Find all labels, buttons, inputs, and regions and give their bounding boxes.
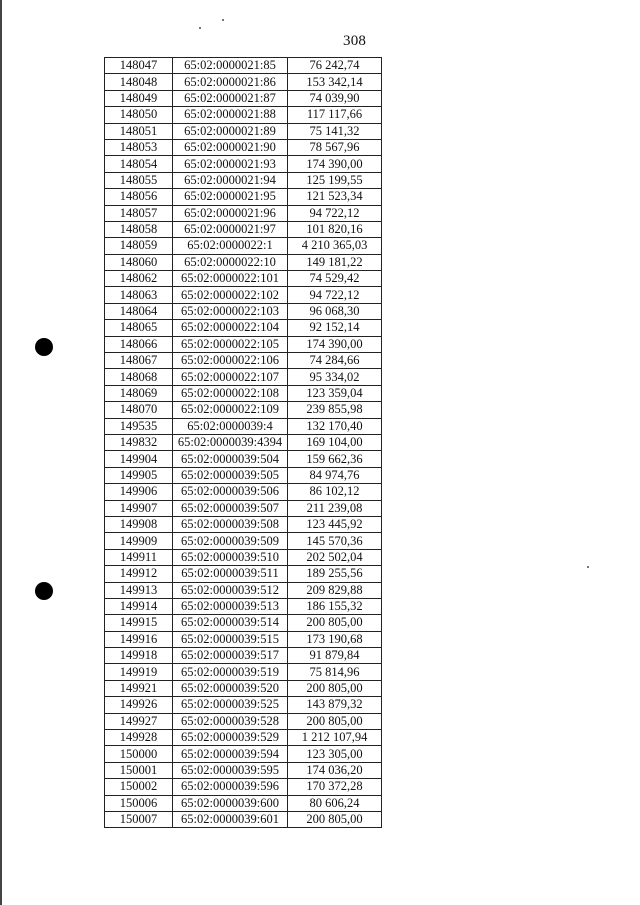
amount-cell: 145 570,36 [288, 533, 382, 549]
table-row [105, 189, 382, 205]
cadastral-number-cell: 65:02:0000039:525 [173, 697, 288, 713]
amount-cell: 94 722,12 [288, 205, 382, 221]
row-id-cell: 149904 [105, 451, 173, 467]
amount-cell: 1 212 107,94 [288, 730, 382, 746]
row-id-cell: 149909 [105, 533, 173, 549]
cadastral-number-cell: 65:02:0000039:509 [173, 533, 288, 549]
amount-cell: 101 820,16 [288, 221, 382, 237]
amount-cell: 95 334,02 [288, 369, 382, 385]
cadastral-number-cell: 65:02:0000039:512 [173, 582, 288, 598]
row-id-cell: 148057 [105, 205, 173, 221]
cadastral-number-cell: 65:02:0000022:108 [173, 385, 288, 401]
table-row [105, 287, 382, 303]
amount-cell: 75 141,32 [288, 123, 382, 139]
table-row [105, 123, 382, 139]
cadastral-number-cell: 65:02:0000022:101 [173, 271, 288, 287]
table-row [105, 549, 382, 565]
amount-cell: 169 104,00 [288, 434, 382, 450]
amount-cell: 200 805,00 [288, 811, 382, 827]
cadastral-number-cell: 65:02:0000022:106 [173, 353, 288, 369]
table-row [105, 221, 382, 237]
row-id-cell: 148059 [105, 238, 173, 254]
amount-cell: 125 199,55 [288, 172, 382, 188]
amount-cell: 174 390,00 [288, 336, 382, 352]
amount-cell: 4 210 365,03 [288, 238, 382, 254]
table-row [105, 369, 382, 385]
amount-cell: 200 805,00 [288, 713, 382, 729]
row-id-cell: 148062 [105, 271, 173, 287]
row-id-cell: 148054 [105, 156, 173, 172]
row-id-cell: 148047 [105, 58, 173, 74]
cadastral-number-cell: 65:02:0000021:93 [173, 156, 288, 172]
table-row [105, 385, 382, 401]
amount-cell: 123 445,92 [288, 516, 382, 532]
cadastral-number-cell: 65:02:0000021:90 [173, 139, 288, 155]
cadastral-number-cell: 65:02:0000039:529 [173, 730, 288, 746]
table-row [105, 697, 382, 713]
row-id-cell: 148065 [105, 320, 173, 336]
cadastral-number-cell: 65:02:0000021:87 [173, 90, 288, 106]
amount-cell: 78 567,96 [288, 139, 382, 155]
amount-cell: 75 814,96 [288, 664, 382, 680]
row-id-cell: 150000 [105, 746, 173, 762]
row-id-cell: 149832 [105, 434, 173, 450]
table-row [105, 90, 382, 106]
amount-cell: 80 606,24 [288, 795, 382, 811]
table-row [105, 746, 382, 762]
table-row [105, 172, 382, 188]
page-number: 308 [343, 33, 367, 49]
row-id-cell: 148048 [105, 74, 173, 90]
row-id-cell: 149914 [105, 598, 173, 614]
table-row [105, 156, 382, 172]
table-row [105, 680, 382, 696]
amount-cell: 84 974,76 [288, 467, 382, 483]
amount-cell: 117 117,66 [288, 107, 382, 123]
amount-cell: 132 170,40 [288, 418, 382, 434]
table-row [105, 74, 382, 90]
cadastral-number-cell: 65:02:0000039:520 [173, 680, 288, 696]
table-row [105, 353, 382, 369]
row-id-cell: 150007 [105, 811, 173, 827]
row-id-cell: 148060 [105, 254, 173, 270]
cadastral-number-cell: 65:02:0000022:109 [173, 402, 288, 418]
cadastral-number-cell: 65:02:0000039:507 [173, 500, 288, 516]
amount-cell: 92 152,14 [288, 320, 382, 336]
amount-cell: 121 523,34 [288, 189, 382, 205]
row-id-cell: 148070 [105, 402, 173, 418]
table-row [105, 730, 382, 746]
table-row [105, 631, 382, 647]
cadastral-number-cell: 65:02:0000039:517 [173, 648, 288, 664]
cadastral-number-cell: 65:02:0000039:4394 [173, 434, 288, 450]
table-row [105, 139, 382, 155]
amount-cell: 174 036,20 [288, 762, 382, 778]
table-row [105, 205, 382, 221]
row-id-cell: 148067 [105, 353, 173, 369]
cadastral-number-cell: 65:02:0000021:95 [173, 189, 288, 205]
cadastral-number-cell: 65:02:0000039:515 [173, 631, 288, 647]
table-row [105, 533, 382, 549]
row-id-cell: 148066 [105, 336, 173, 352]
row-id-cell: 149908 [105, 516, 173, 532]
cadastral-number-cell: 65:02:0000022:1 [173, 238, 288, 254]
cadastral-number-cell: 65:02:0000039:528 [173, 713, 288, 729]
amount-cell: 202 502,04 [288, 549, 382, 565]
row-id-cell: 148050 [105, 107, 173, 123]
scan-speck [222, 19, 224, 21]
cadastral-number-cell: 65:02:0000039:596 [173, 779, 288, 795]
cadastral-number-cell: 65:02:0000039:4 [173, 418, 288, 434]
amount-cell: 239 855,98 [288, 402, 382, 418]
cadastral-number-cell: 65:02:0000021:94 [173, 172, 288, 188]
table-row [105, 795, 382, 811]
amount-cell: 123 359,04 [288, 385, 382, 401]
row-id-cell: 148056 [105, 189, 173, 205]
cadastral-number-cell: 65:02:0000022:105 [173, 336, 288, 352]
cadastral-number-cell: 65:02:0000039:506 [173, 484, 288, 500]
scan-speck [199, 27, 201, 29]
cadastral-number-cell: 65:02:0000039:508 [173, 516, 288, 532]
table-row [105, 762, 382, 778]
amount-cell: 200 805,00 [288, 680, 382, 696]
amount-cell: 174 390,00 [288, 156, 382, 172]
amount-cell: 94 722,12 [288, 287, 382, 303]
cadastral-number-cell: 65:02:0000022:10 [173, 254, 288, 270]
amount-cell: 123 305,00 [288, 746, 382, 762]
row-id-cell: 149535 [105, 418, 173, 434]
amount-cell: 76 242,74 [288, 58, 382, 74]
amount-cell: 159 662,36 [288, 451, 382, 467]
table-row [105, 303, 382, 319]
table-body [105, 58, 382, 828]
table-row [105, 271, 382, 287]
amount-cell: 153 342,14 [288, 74, 382, 90]
cadastral-number-cell: 65:02:0000039:601 [173, 811, 288, 827]
table-row [105, 484, 382, 500]
cadastral-number-cell: 65:02:0000039:511 [173, 566, 288, 582]
row-id-cell: 149928 [105, 730, 173, 746]
table-row [105, 582, 382, 598]
table-row [105, 320, 382, 336]
row-id-cell: 148053 [105, 139, 173, 155]
scan-left-edge [0, 0, 2, 905]
row-id-cell: 149926 [105, 697, 173, 713]
cadastral-number-cell: 65:02:0000039:514 [173, 615, 288, 631]
row-id-cell: 150006 [105, 795, 173, 811]
row-id-cell: 148055 [105, 172, 173, 188]
cadastral-number-cell: 65:02:0000022:103 [173, 303, 288, 319]
row-id-cell: 149905 [105, 467, 173, 483]
amount-cell: 189 255,56 [288, 566, 382, 582]
amount-cell: 211 239,08 [288, 500, 382, 516]
table-row [105, 402, 382, 418]
punch-hole-bottom [35, 582, 53, 600]
row-id-cell: 149907 [105, 500, 173, 516]
row-id-cell: 149912 [105, 566, 173, 582]
amount-cell: 200 805,00 [288, 615, 382, 631]
row-id-cell: 149921 [105, 680, 173, 696]
table-row [105, 566, 382, 582]
cadastral-number-cell: 65:02:0000021:88 [173, 107, 288, 123]
cadastral-number-cell: 65:02:0000039:600 [173, 795, 288, 811]
row-id-cell: 149913 [105, 582, 173, 598]
row-id-cell: 149919 [105, 664, 173, 680]
table-row [105, 107, 382, 123]
amount-cell: 74 529,42 [288, 271, 382, 287]
table-row [105, 664, 382, 680]
row-id-cell: 148049 [105, 90, 173, 106]
table-row [105, 451, 382, 467]
cadastral-number-cell: 65:02:0000039:510 [173, 549, 288, 565]
table-row [105, 516, 382, 532]
row-id-cell: 149906 [105, 484, 173, 500]
amount-cell: 170 372,28 [288, 779, 382, 795]
row-id-cell: 148069 [105, 385, 173, 401]
amount-cell: 86 102,12 [288, 484, 382, 500]
amount-cell: 96 068,30 [288, 303, 382, 319]
cadastral-number-cell: 65:02:0000021:85 [173, 58, 288, 74]
cadastral-number-cell: 65:02:0000021:97 [173, 221, 288, 237]
table-row [105, 254, 382, 270]
row-id-cell: 148051 [105, 123, 173, 139]
table-row [105, 58, 382, 74]
amount-cell: 173 190,68 [288, 631, 382, 647]
row-id-cell: 149927 [105, 713, 173, 729]
cadastral-number-cell: 65:02:0000039:595 [173, 762, 288, 778]
table-row [105, 467, 382, 483]
cadastral-number-cell: 65:02:0000039:504 [173, 451, 288, 467]
amount-cell: 74 284,66 [288, 353, 382, 369]
amount-cell: 209 829,88 [288, 582, 382, 598]
scan-speck [587, 566, 589, 568]
cadastral-number-cell: 65:02:0000021:89 [173, 123, 288, 139]
row-id-cell: 150002 [105, 779, 173, 795]
cadastral-number-cell: 65:02:0000039:594 [173, 746, 288, 762]
row-id-cell: 149916 [105, 631, 173, 647]
cadastral-number-cell: 65:02:0000039:513 [173, 598, 288, 614]
cadastral-number-cell: 65:02:0000039:519 [173, 664, 288, 680]
table-row [105, 713, 382, 729]
row-id-cell: 148068 [105, 369, 173, 385]
amount-cell: 91 879,84 [288, 648, 382, 664]
row-id-cell: 150001 [105, 762, 173, 778]
row-id-cell: 148058 [105, 221, 173, 237]
table-row [105, 779, 382, 795]
amount-cell: 149 181,22 [288, 254, 382, 270]
amount-cell: 74 039,90 [288, 90, 382, 106]
table-row [105, 648, 382, 664]
table-row [105, 811, 382, 827]
amount-cell: 143 879,32 [288, 697, 382, 713]
cadastral-number-cell: 65:02:0000021:86 [173, 74, 288, 90]
cadastral-number-cell: 65:02:0000039:505 [173, 467, 288, 483]
table-row [105, 418, 382, 434]
row-id-cell: 149915 [105, 615, 173, 631]
cadastral-number-cell: 65:02:0000022:102 [173, 287, 288, 303]
cadastral-number-cell: 65:02:0000022:107 [173, 369, 288, 385]
cadastral-number-cell: 65:02:0000021:96 [173, 205, 288, 221]
punch-hole-top [35, 338, 53, 356]
amount-cell: 186 155,32 [288, 598, 382, 614]
table-row [105, 238, 382, 254]
table-row [105, 598, 382, 614]
cadastral-number-cell: 65:02:0000022:104 [173, 320, 288, 336]
row-id-cell: 148064 [105, 303, 173, 319]
row-id-cell: 149918 [105, 648, 173, 664]
row-id-cell: 149911 [105, 549, 173, 565]
table-row [105, 434, 382, 450]
table-row [105, 336, 382, 352]
row-id-cell: 148063 [105, 287, 173, 303]
land-parcel-table [104, 57, 382, 828]
table-row [105, 500, 382, 516]
table-row [105, 615, 382, 631]
